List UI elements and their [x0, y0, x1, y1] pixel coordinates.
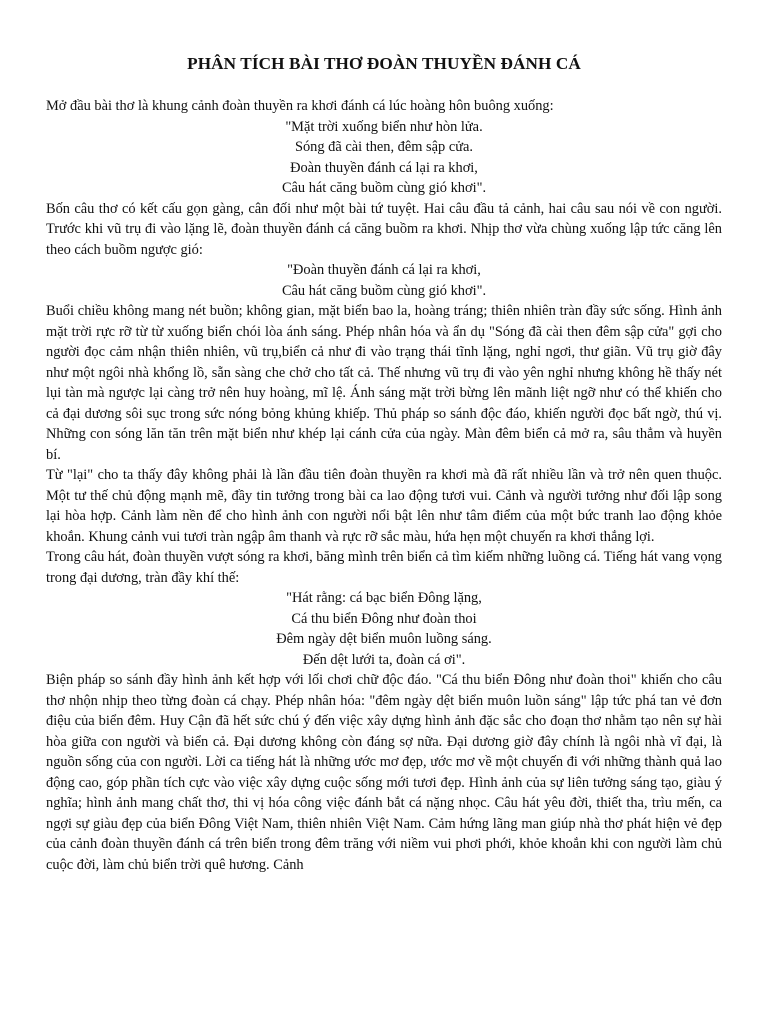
paragraph-evening: Buổi chiều không mang nét buồn; không gian, mặt biển bao la, hoàng tráng; thiên nhiên tràn đầy sức sống. Hình ảnh mặt trời rực rỡ từ từ xuống biển chói lòa ánh sáng. Phép nhân hóa và ẩn dụ "Sóng đã cài then đêm sập cửa" gợi cho người đọc cảm nhận thiên nhiên, vũ trụ,biển cả như đi vào trạng thái tĩnh lặng, nghỉ ngơi, thư giãn. Vũ trụ giờ đây như một ngôi nhà khổng lồ, sẵn sàng che chở cho tất cả. Thế nhưng vũ trụ đi vào yên nghỉ nhưng không hề thấy nét lụi tàn mà ngược lại càng trở nên huy hoàng, mĩ lệ. Ánh sáng mặt trời bừng lên mãnh liệt ngỡ như có thể khiến cho cả đại dương sôi sục trong sức nóng bỏng khủng khiếp. Thủ pháp so sánh độc đáo, khiến người đọc bất ngờ, thú vị. Những con sóng lăn tăn trên mặt biển như khép lại cánh cửa của ngày. Màn đêm biển cả mở ra, sâu thẳm và huyền bí.	[46, 303, 722, 463]
paragraph-structure: Bốn câu thơ có kết cấu gọn gàng, cân đối như một bài tứ tuyệt. Hai câu đầu tả cảnh, hai câu sau nói về con người. Trước khi vũ trụ đi vào lặng lẽ, đoàn thuyền đánh cá căng buồm ra khơi. Nhịp thơ vừa chùng xuống lập tức căng lên theo cách buồm ngược gió:	[46, 200, 722, 258]
paragraph-intro: Mở đầu bài thơ là khung cảnh đoàn thuyền ra khơi đánh cá lúc hoàng hôn buông xuống:	[46, 98, 554, 114]
verse-line: Câu hát căng buồm cùng gió khơi".	[281, 282, 487, 299]
verse-block-3	[46, 588, 722, 670]
paragraph-lai: Từ "lại" cho ta thấy đây không phải là lần đầu tiên đoàn thuyền ra khơi mà đã rất nhiều lần và trở nên quen thuộc. Một tư thế chủ động mạnh mẽ, đầy tin tưởng trong bài ca lao động tươi vui. Cảnh và người tưởng như đối lập song lại hòa hợp. Cảnh làm nền để cho hình ảnh con người nổi bật lên như tâm điểm của một bức tranh lao động khỏe khoắn. Khung cảnh vui tươi tràn ngập âm thanh và rực rỡ sắc màu, hứa hẹn một chuyến ra khơi thắng lợi.	[46, 467, 722, 545]
verse-line: Cá thu biển Đông như đoàn thoi	[291, 610, 477, 627]
verse-line: Đêm ngày dệt biển muôn luồng sáng.	[276, 631, 492, 647]
verse-line: Đến dệt lưới ta, đoàn cá ơi".	[302, 651, 466, 668]
page-title: PHÂN TÍCH BÀI THƠ ĐOÀN THUYỀN ĐÁNH CÁ	[187, 54, 581, 73]
verse-line: "Mặt trời xuống biển như hòn lửa.	[285, 118, 483, 135]
verse-line: "Đoàn thuyền đánh cá lại ra khơi,	[287, 262, 481, 278]
verse-block-2	[46, 260, 722, 301]
paragraph-song: Trong câu hát, đoàn thuyền vượt sóng ra khơi, băng mình trên biển cả tìm kiếm những luồng cá. Tiếng hát vang vọng trong đại dương, tràn đầy khí thế:	[46, 549, 722, 586]
verse-line: Sóng đã cài then, đêm sập cửa.	[294, 139, 474, 155]
verse-line: "Hát rằng: cá bạc biển Đông lặng,	[286, 590, 482, 606]
document-body	[46, 96, 722, 875]
verse-line: Câu hát căng buồm cùng gió khơi".	[281, 180, 487, 196]
paragraph-analysis: Biện pháp so sánh đầy hình ảnh kết hợp với lối chơi chữ độc đáo. "Cá thu biển Đông như đoàn thoi" khiến cho câu thơ nhộn nhịp theo từng đoàn cá chạy. Phép nhân hóa: "đêm ngày dệt biển muôn luồn sáng" lập tức phá tan vẻ đơn điệu của biển đêm. Huy Cận đã hết sức chú ý đến việc xây dựng hình ảnh đặc sắc cho đoạn thơ nhằm tạo nên sự hài hòa giữa con người và biển cả. Đại dương không còn đáng sợ nữa. Đại dương giờ đây chính là ngôi nhà vĩ đại, là nguồn sống của con người. Lời ca tiếng hát là những ước mơ đẹp, ước mơ về một chuyến đi với những thành quả lao động cao, góp phần tích cực vào việc xây dựng cuộc sống mới tươi đẹp. Hình ảnh của sự liên tưởng sáng tạo, giàu ý nghĩa; hình ảnh mang chất thơ, thi vị hóa công việc đánh bắt cá nặng nhọc. Câu hát yêu đời, thiết tha, trìu mến, ca ngợi sự giàu đẹp của biển Đông Việt Nam, thiên nhiên Việt Nam. Cảm hứng lãng man giúp nhà thơ phát hiện vẻ đẹp của cảnh đoàn thuyền đánh cá trên biển trong đêm trăng với niềm vui phơi phới, khỏe khoắn khi con người làm chủ cuộc đời, làm chủ biển trời quê hương. Cảnh	[46, 672, 722, 873]
verse-line: Đoàn thuyền đánh cá lại ra khơi,	[290, 159, 478, 176]
verse-block-1	[46, 117, 722, 199]
